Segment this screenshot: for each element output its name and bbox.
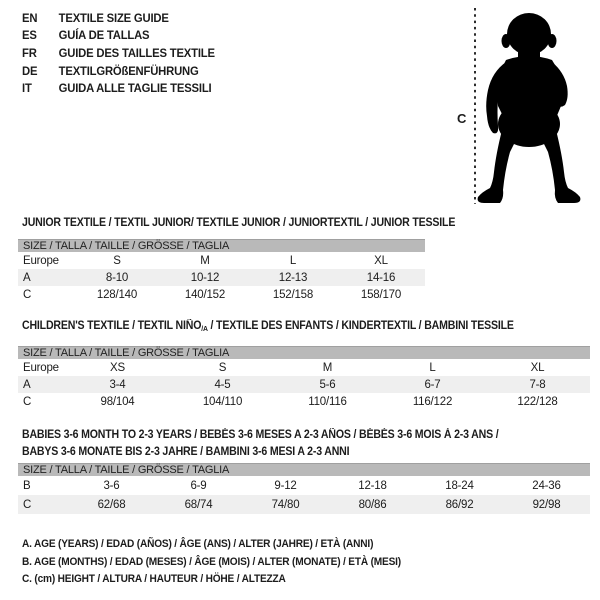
- language-code: EN: [22, 10, 38, 25]
- height-cell: 128/140: [96, 288, 138, 301]
- size-cell: XL: [530, 361, 545, 374]
- table-row-age-years: [18, 269, 425, 286]
- table-row-height-cm: [18, 495, 590, 514]
- size-header-label: SIZE / TALLA / TAILLE / GRÖSSE / TAGLIA: [23, 347, 230, 359]
- legend-line-a: A. AGE (YEARS) / EDAD (AÑOS) / ÂGE (ANS) / ALTER (JAHRE) / ETÀ (ANNI): [22, 538, 374, 550]
- age-cell: 6-9: [190, 479, 207, 492]
- size-header-bar: [18, 239, 425, 252]
- language-code: IT: [22, 81, 32, 96]
- table-row-age-years: [18, 376, 590, 393]
- size-cell: L: [429, 361, 436, 374]
- language-list: [22, 9, 215, 97]
- age-cell: 18-24: [445, 479, 474, 492]
- language-code: FR: [22, 45, 37, 60]
- size-header-bar: [18, 463, 590, 476]
- age-cell: 6-7: [424, 378, 441, 391]
- height-cell: 104/110: [202, 395, 243, 408]
- row-label: Europe: [23, 361, 59, 374]
- measurement-legend: [22, 536, 401, 589]
- age-cell: 3-6: [103, 479, 120, 492]
- language-code: DE: [22, 63, 38, 78]
- language-row-it: [22, 79, 215, 97]
- table-row-europe: [18, 359, 590, 376]
- children-title-post: / TEXTILE DES ENFANTS / KINDERTEXTIL / BAMBINI TESSILE: [207, 320, 514, 332]
- language-label: GUIDE DES TAILLES TEXTILE: [58, 45, 215, 60]
- age-cell: 12-13: [278, 271, 308, 284]
- age-cell: 8-10: [105, 271, 129, 284]
- legend-line-c: C. (cm) HEIGHT / ALTURA / HAUTEUR / HÖHE / ALTEZZA: [22, 573, 286, 585]
- row-label: B: [23, 479, 31, 492]
- age-cell: 5-6: [319, 378, 336, 391]
- babies-size-table: [18, 463, 590, 514]
- babies-table-title: [22, 427, 498, 461]
- size-cell: XL: [374, 254, 388, 267]
- language-label: TEXTILGRÖßENFÜHRUNG: [58, 63, 199, 78]
- height-cell: 140/152: [184, 288, 226, 301]
- age-cell: 14-16: [366, 271, 396, 284]
- table-row-height-cm: [18, 393, 590, 410]
- height-cell: 110/116: [308, 395, 347, 408]
- language-row-en: [22, 9, 215, 27]
- language-label: TEXTILE SIZE GUIDE: [58, 10, 169, 25]
- age-cell: 7-8: [529, 378, 546, 391]
- row-label: C: [23, 498, 32, 511]
- size-cell: XS: [110, 361, 125, 374]
- height-cell: 80/86: [358, 498, 387, 511]
- row-label: C: [23, 288, 32, 301]
- babies-title-line-1: BABIES 3-6 MONTH TO 2-3 YEARS / BEBÉS 3-6 MESES A 2-3 AÑOS / BÉBÉS 3-6 MOIS À 2-3 ANS /: [22, 429, 499, 441]
- age-cell: 9-12: [274, 479, 297, 492]
- children-size-table: [18, 346, 590, 410]
- table-row-europe: [18, 252, 425, 269]
- toddler-silhouette: [478, 13, 581, 203]
- age-cell: 10-12: [190, 271, 220, 284]
- children-title-sub: /A: [201, 324, 208, 333]
- language-row-fr: [22, 44, 215, 62]
- babies-title-line-2: BABYS 3-6 MONATE BIS 2-3 JAHRE / BAMBINI 3-6 MESI A 2-3 ANNI: [22, 446, 350, 458]
- height-cell: 122/128: [517, 395, 558, 408]
- row-label: A: [23, 271, 31, 284]
- size-header-bar: [18, 346, 590, 359]
- size-cell: L: [289, 254, 297, 267]
- height-cell: 74/80: [271, 498, 300, 511]
- size-cell: S: [113, 254, 121, 267]
- height-cell: 62/68: [97, 498, 126, 511]
- children-title-pre: CHILDREN'S TEXTILE / TEXTIL NIÑO: [22, 320, 202, 332]
- language-code: ES: [22, 28, 37, 43]
- language-row-de: [22, 62, 215, 80]
- height-cell: 152/158: [272, 288, 314, 301]
- height-cell: 86/92: [445, 498, 474, 511]
- legend-line-b: B. AGE (MONTHS) / EDAD (MESES) / ÂGE (MOIS) / ALTER (MONATE) / ETÀ (MESI): [22, 555, 401, 568]
- size-cell: M: [322, 361, 333, 374]
- age-cell: 4-5: [214, 378, 231, 391]
- table-row-age-months: [18, 476, 590, 495]
- language-label: GUIDA ALLE TAGLIE TESSILI: [58, 81, 212, 96]
- size-cell: S: [218, 361, 227, 374]
- height-cell: 92/98: [532, 498, 561, 511]
- size-cell: M: [200, 254, 210, 267]
- height-cell: 68/74: [184, 498, 213, 511]
- height-cell: 158/170: [360, 288, 402, 301]
- junior-size-table: [18, 239, 425, 303]
- height-figure: [438, 2, 594, 208]
- row-label: Europe: [23, 254, 59, 267]
- language-label: GUÍA DE TALLAS: [58, 28, 150, 43]
- height-cell: 116/122: [412, 395, 453, 408]
- language-row-es: [22, 27, 215, 45]
- age-cell: 24-36: [532, 479, 561, 492]
- row-label: C: [23, 395, 32, 408]
- size-header-label: SIZE / TALLA / TAILLE / GRÖSSE / TAGLIA: [23, 464, 230, 476]
- height-cell: 98/104: [100, 395, 135, 408]
- height-c-label: C: [457, 111, 467, 126]
- age-cell: 12-18: [358, 479, 387, 492]
- age-cell: 3-4: [109, 378, 126, 391]
- size-header-label: SIZE / TALLA / TAILLE / GRÖSSE / TAGLIA: [23, 240, 230, 252]
- junior-table-title: JUNIOR TEXTILE / TEXTIL JUNIOR/ TEXTILE JUNIOR / JUNIORTEXTIL / JUNIOR TESSILE: [22, 217, 456, 229]
- table-row-height-cm: [18, 286, 425, 303]
- children-table-title: [22, 320, 514, 333]
- row-label: A: [23, 378, 31, 391]
